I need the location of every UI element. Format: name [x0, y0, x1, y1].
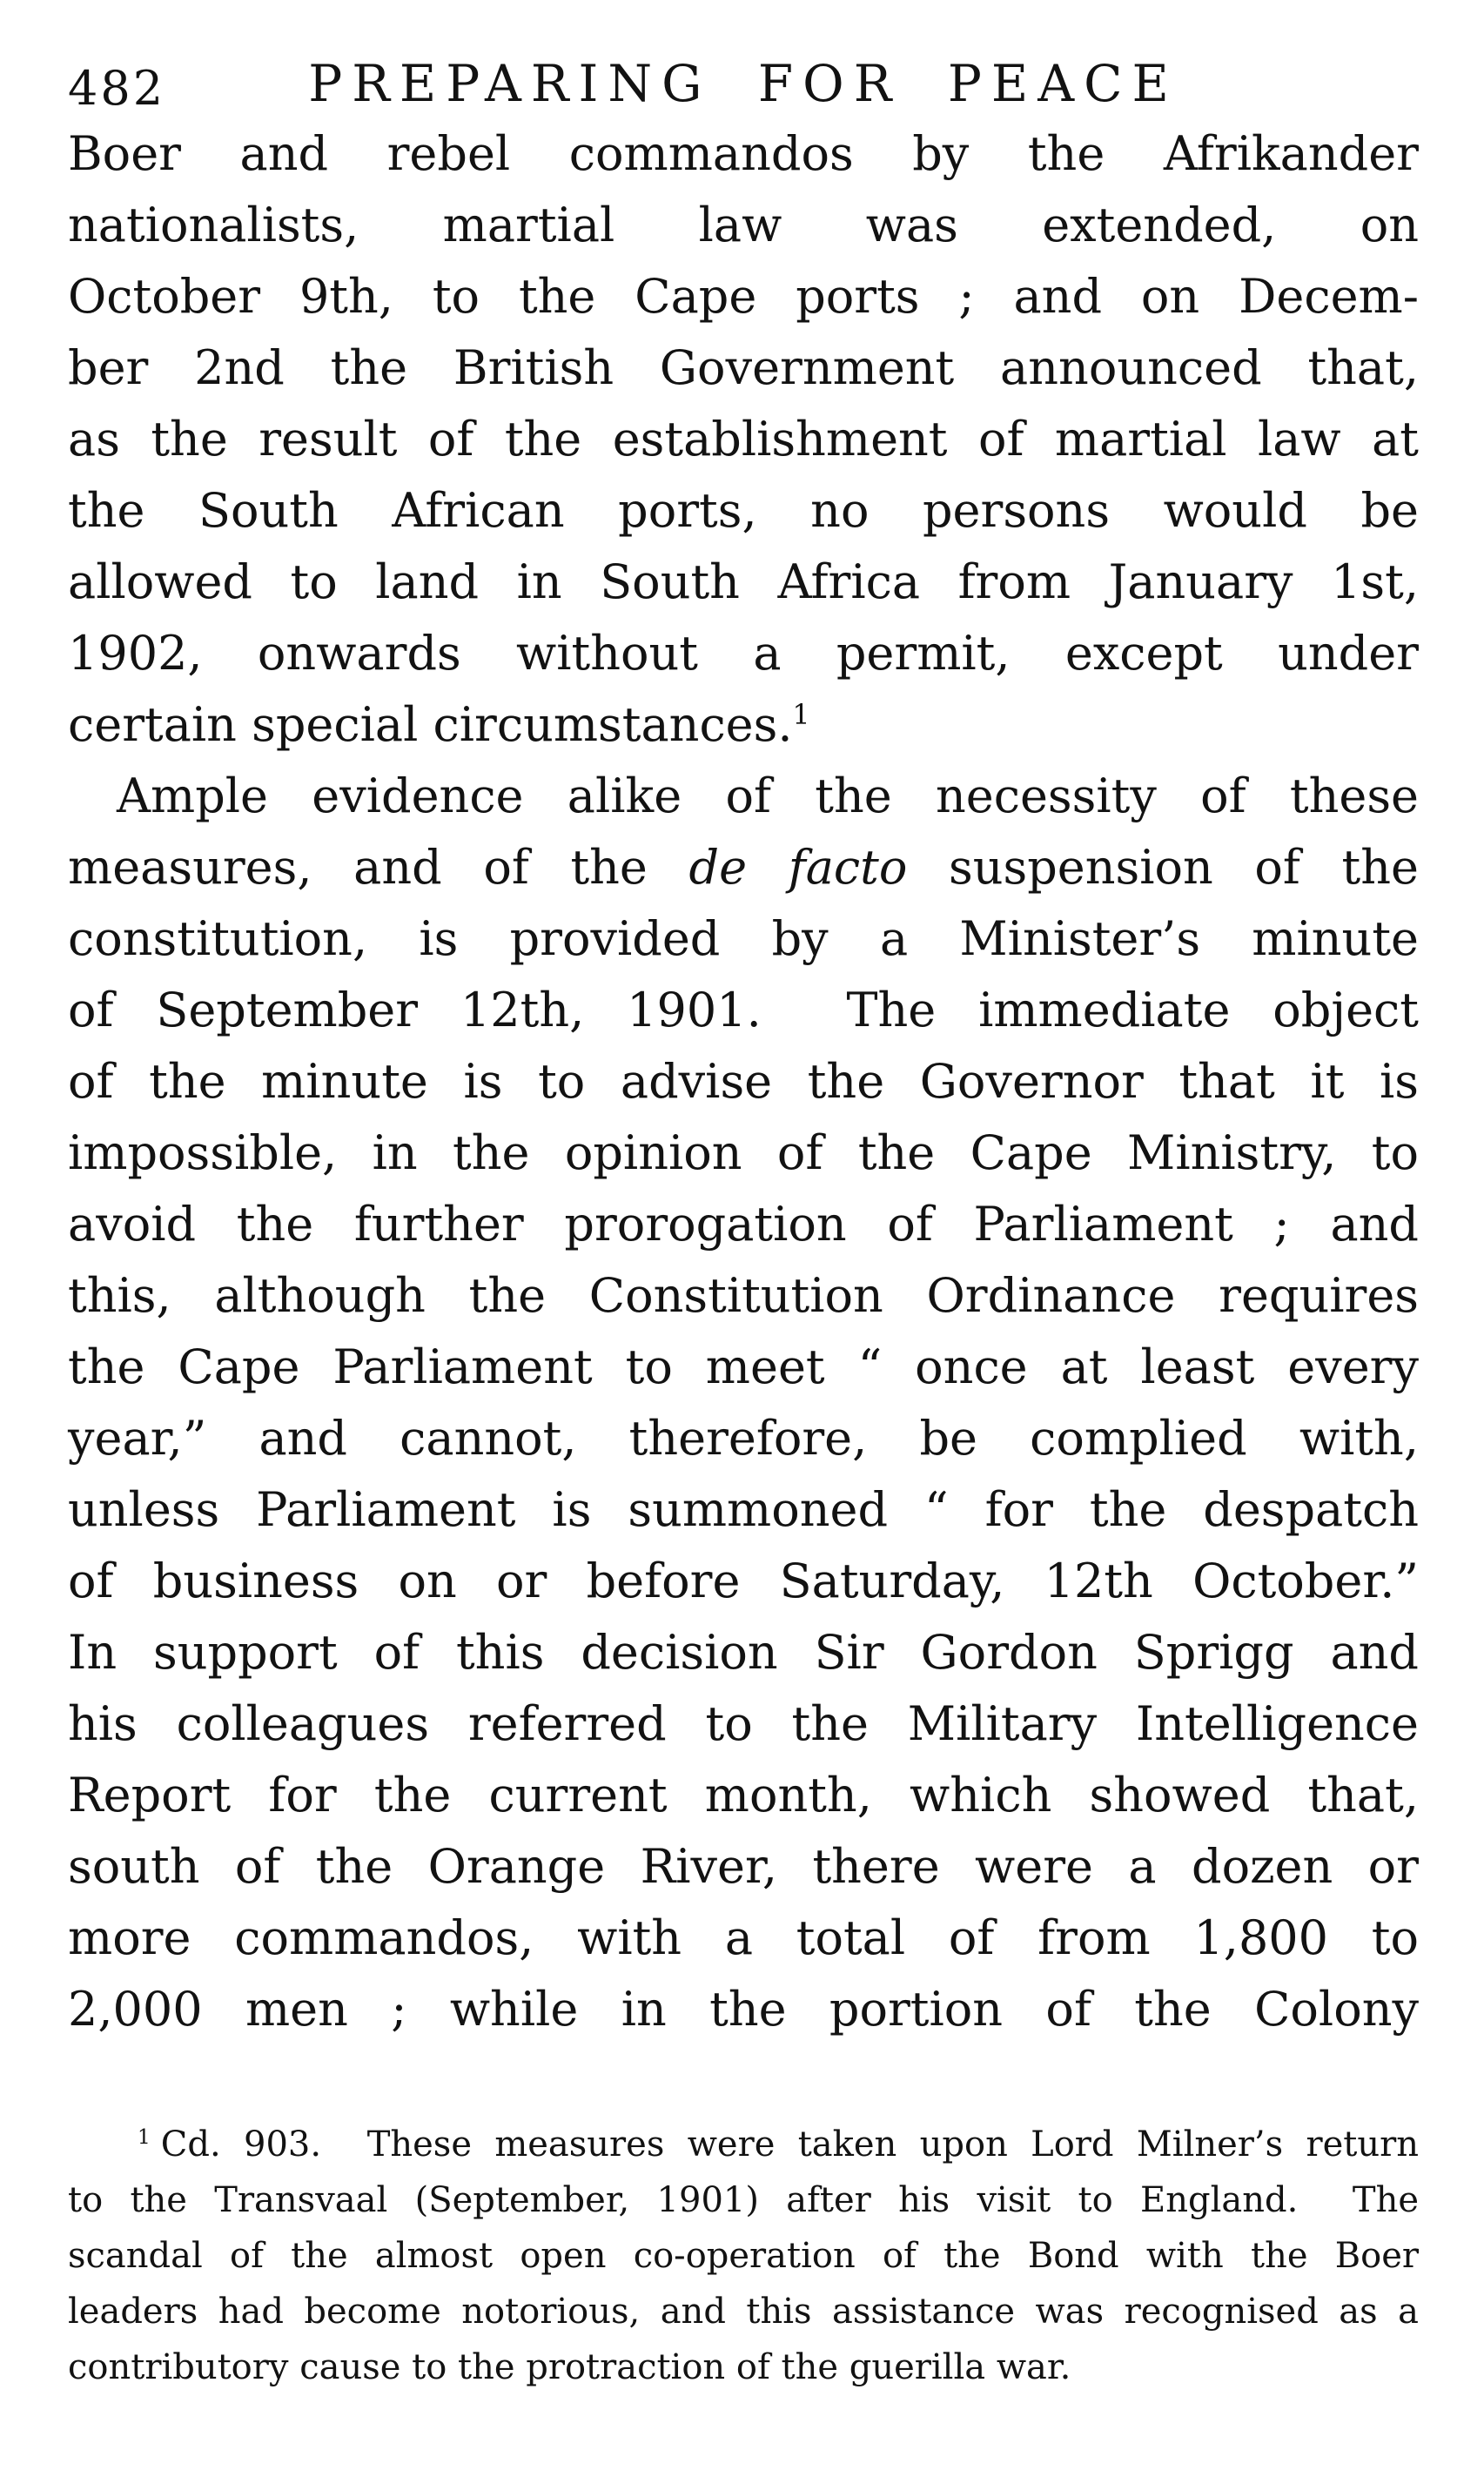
text-line: avoid the further prorogation of Parliament ; and [68, 1197, 1419, 1252]
footnote-line: to the Transvaal (September, 1901) after his visit to England. The [68, 2180, 1419, 2220]
text-line: of September 12th, 1901. The immediate object [68, 983, 1419, 1037]
footnote [68, 2117, 1419, 2395]
text-line: this, although the Constitution Ordinance requires [68, 1268, 1419, 1323]
text-line: as the result of the establishment of martial law at [68, 412, 1419, 466]
text-line-paragraph-end [68, 689, 1419, 761]
text-line: impossible, in the opinion of the Cape Ministry, to [68, 1125, 1419, 1180]
text-line-fragment: measures, and of the [68, 840, 689, 895]
text-line: Report for the current month, which showed that, [68, 1768, 1419, 1822]
text-line: allowed to land in South Africa from January 1st, [68, 554, 1419, 609]
running-head [68, 50, 1419, 129]
text-line: of business on or before Saturday, 12th October.” [68, 1554, 1419, 1608]
text-line-fragment: suspension of the [907, 840, 1419, 895]
running-title: PREPARING FOR PEACE [308, 54, 1178, 113]
footnote-line [68, 2117, 1419, 2172]
text-line: unless Parliament is summoned “ for the despatch [68, 1482, 1419, 1537]
text-line: the South African ports, no persons would be [68, 483, 1419, 538]
text-line: constitution, is provided by a Minister’s minute [68, 911, 1419, 966]
text-line: In support of this decision Sir Gordon Sprigg and [68, 1625, 1419, 1680]
body-text [68, 118, 1419, 2045]
text-line: his colleagues referred to the Military Intelligence [68, 1696, 1419, 1751]
text-line: more commandos, with a total of from 1,800 to [68, 1910, 1419, 1965]
footnote-marker: 1 [138, 2124, 151, 2149]
footnote-reference: 1 [792, 700, 810, 731]
text-line-paragraph-start: Ample evidence alike of the necessity of these [117, 769, 1419, 823]
text-line-fragment: certain special circumstances. [68, 697, 793, 752]
text-line: October 9th, to the Cape ports ; and on Decem- [68, 269, 1419, 324]
text-line: 1902, onwards without a permit, except under [68, 626, 1419, 681]
text-line: Boer and rebel commandos by the Afrikander [68, 126, 1419, 181]
text-line: nationalists, martial law was extended, on [68, 198, 1419, 252]
italic-phrase: de facto [688, 840, 908, 895]
footnote-line: leaders had become notorious, and this assistance was recognised as a [68, 2292, 1419, 2332]
text-line: ber 2nd the British Government announced that, [68, 340, 1419, 395]
text-line [68, 832, 1419, 903]
text-line: south of the Orange River, there were a dozen or [68, 1839, 1419, 1894]
footnote-line: contributory cause to the protraction of the guerilla war. [68, 2347, 1071, 2387]
footnote-line: scandal of the almost open co-operation of the Bond with the Boer [68, 2236, 1419, 2276]
page-number: 482 [68, 61, 166, 116]
footnote-text-fragment: Cd. 903. These measures were taken upon Lord Milner’s return [160, 2124, 1419, 2165]
text-line: year,” and cannot, therefore, be complied with, [68, 1411, 1419, 1466]
text-line: 2,000 men ; while in the portion of the Colony [68, 1982, 1419, 2037]
text-line: the Cape Parliament to meet “ once at least every [68, 1339, 1419, 1394]
text-line: of the minute is to advise the Governor that it is [68, 1054, 1419, 1109]
